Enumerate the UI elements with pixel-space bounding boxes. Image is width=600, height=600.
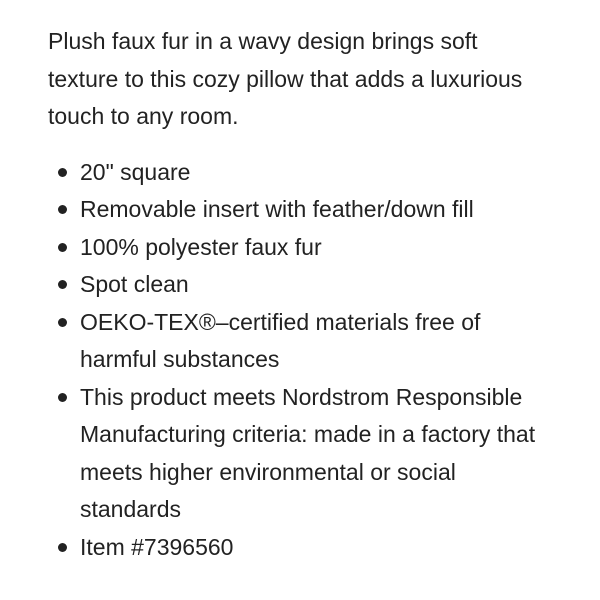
bullet-icon bbox=[58, 243, 67, 252]
feature-item-material bbox=[48, 229, 548, 267]
feature-text: Spot clean bbox=[80, 271, 189, 297]
bullet-icon bbox=[58, 543, 67, 552]
bullet-icon bbox=[58, 318, 67, 327]
bullet-icon bbox=[58, 168, 67, 177]
bullet-icon bbox=[58, 393, 67, 402]
feature-text: 20" square bbox=[80, 158, 191, 185]
product-description: Plush faux fur in a wavy design brings soft texture to this cozy pillow that adds a luxurious touch to any room. bbox=[48, 28, 523, 129]
feature-item-item-number bbox=[48, 529, 548, 567]
feature-text: This product meets Nordstrom Responsible Manufacturing criteria: made in a factory that meets higher environmental or social standards bbox=[80, 383, 536, 522]
feature-text: OEKO-TEX®–certified materials free of harmful substances bbox=[80, 308, 481, 372]
feature-item-certification bbox=[48, 304, 548, 379]
feature-text: Removable insert with feather/down fill bbox=[80, 196, 474, 222]
feature-item-insert bbox=[48, 191, 548, 229]
feature-item-responsible-manufacturing bbox=[48, 379, 548, 529]
feature-text: Item #7396560 bbox=[80, 533, 234, 560]
feature-text: 100% polyester faux fur bbox=[80, 233, 322, 260]
feature-item-care bbox=[48, 266, 548, 304]
feature-list bbox=[48, 154, 548, 567]
bullet-icon bbox=[58, 205, 67, 214]
bullet-icon bbox=[58, 280, 67, 289]
feature-item-size bbox=[48, 154, 548, 192]
